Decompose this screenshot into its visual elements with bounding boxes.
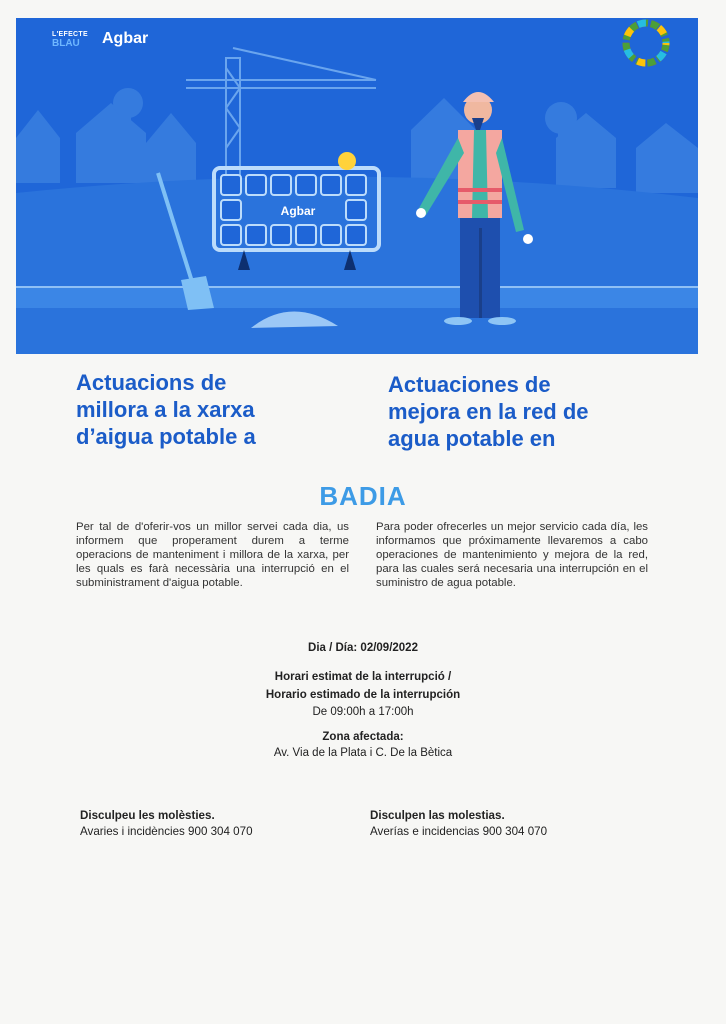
apology-catalan: Disculpeu les molèsties. — [80, 809, 215, 822]
notice-paragraph-spanish: Para poder ofrecerles un mejor servicio cada día, les informamos que próximamente llevaremos a cabo operaciones de mantenimiento y mejora de la red, para las cuales será necesaria una interrupción en el suministro de agua potable. — [376, 521, 648, 589]
zone-label: Zona afectada: — [322, 731, 404, 743]
fence-agbar-label: Agbar — [280, 204, 316, 218]
blau-label: BLAU — [52, 38, 80, 49]
interruption-date: Dia / Día: 02/09/2022 — [308, 642, 418, 654]
heading-spanish — [388, 371, 688, 452]
sdg-wheel-icon — [626, 23, 666, 63]
heading-line: mejora en la red de — [388, 399, 589, 424]
zone-value: Av. Via de la Plata i C. De la Bètica — [273, 747, 453, 759]
agbar-logo: Agbar — [102, 30, 149, 47]
heading-line: d’aigua potable a — [76, 424, 256, 449]
heading-line: Actuaciones de — [388, 372, 551, 397]
warning-lamp-icon — [338, 152, 356, 170]
heading-line: agua potable en — [388, 426, 556, 451]
notice-paragraph-catalan: Per tal de d'oferir-vos un millor servei cada dia, us informem que properament durem a terme operacions de manteniment i millora de la xarxa, per les quals es farà necessària una interrupció en el subministrament d'aigua potable. — [76, 521, 349, 589]
footer-spanish — [370, 808, 547, 840]
hero-illustration — [16, 18, 698, 354]
apology-spanish: Disculpen las molestias. — [370, 809, 505, 822]
contact-spanish: Averías e incidencias 900 304 070 — [370, 825, 548, 838]
heading-line: millora a la xarxa — [76, 397, 255, 422]
schedule-value: De 09:00h a 17:00h — [312, 706, 414, 718]
footer-catalan — [80, 808, 253, 840]
construction-scene — [16, 18, 698, 354]
town-name: BADIA — [319, 481, 407, 511]
schedule-label-catalan: Horari estimat de la interrupció / — [274, 671, 452, 683]
efecte-label: L'EFECTE — [52, 31, 88, 38]
heading-catalan — [76, 369, 366, 450]
contact-catalan: Avaries i incidències 900 304 070 — [80, 825, 253, 838]
efecte-blau-logo — [52, 30, 88, 48]
heading-line: Actuacions de — [76, 370, 227, 395]
schedule-label-spanish: Horario estimado de la interrupción — [265, 689, 461, 701]
